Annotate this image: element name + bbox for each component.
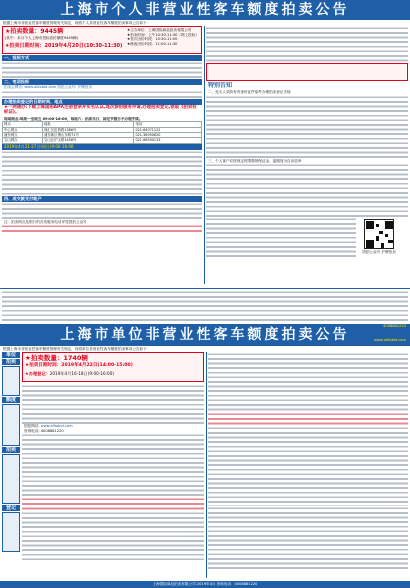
unit-footer: 上海国际商品拍卖有限公司 2019年4月 咨询电话：4008881220 xyxy=(0,581,410,588)
unit-notice-warning xyxy=(208,412,408,426)
unit-auction-time-label: ★拍卖日期时间： xyxy=(25,363,62,368)
rules-warning xyxy=(206,63,408,81)
intro-line: ★主办单位：上海国际商品拍卖有限公司 xyxy=(127,28,192,32)
unit-site-tag[interactable]: www.alltobid.com xyxy=(374,338,406,342)
unit-title-band xyxy=(0,324,410,346)
table-row: 中心网点 徐汇区虹桥路1386号 021-64071122 xyxy=(3,127,202,132)
personal-left-column xyxy=(2,26,202,286)
rules-text xyxy=(206,26,408,62)
personal-title-band xyxy=(0,0,410,20)
side-label: 登记 xyxy=(2,505,20,511)
unit-notice-text-3 xyxy=(208,506,408,572)
unit-reg-value: 2019年4月16-18日(9:00-16:00) xyxy=(49,371,115,376)
registration-period: 2019年4月21-27日(周日)9:00-16:00 xyxy=(2,144,202,150)
notice-line: 三、个人客户应按规定时限缴纳保证金，逾期视为自动放弃 xyxy=(208,158,302,163)
bid-method-text xyxy=(2,61,202,79)
unit-right-column xyxy=(208,352,408,580)
pay-account-text xyxy=(2,202,202,220)
unit-notice-text-2 xyxy=(208,426,408,506)
bid-method-header: 一、投标方式 xyxy=(2,55,202,61)
unit-quota-box xyxy=(22,352,204,382)
unit-intro: 根据上海市非营业性客车额度管理有关规定，现将单位非营业性客车额度拍卖事项公告如下： xyxy=(3,347,151,351)
side-label: 额度 xyxy=(2,397,20,403)
intro-line: ★修改出价时段：11:00-11:30 xyxy=(127,41,178,46)
phone-bid-text xyxy=(2,90,202,99)
quota-value: 9445辆 xyxy=(40,28,64,35)
quota-label: ★拍卖数量： xyxy=(5,28,41,35)
side-label: 拍卖 xyxy=(2,447,20,453)
personal-title: 上海市个人非营业性客车额度拍卖公告 xyxy=(60,2,350,18)
quota-warning: (其中：本月个人上海市投标竞价额度9445辆) xyxy=(5,36,79,40)
reg-time-header: 办理拍卖登记的日期时间、地点 xyxy=(2,99,202,105)
unit-auction-time-value: 2019年4月22日(14:00-15:00) xyxy=(61,363,133,368)
side-label: 单位 xyxy=(2,352,20,358)
unit-reg-label: ★办理登记： xyxy=(25,371,50,376)
unit-quota-label: ★拍卖数量： xyxy=(25,354,64,362)
reg-detail-text xyxy=(2,150,202,196)
side-label: 拍卖 xyxy=(2,359,20,365)
table-row: 宝山网点 宝山区沪太路1458号 021-66590133 xyxy=(3,138,202,143)
personal-bottom-notes xyxy=(2,290,408,322)
intro-line: ★首次出价时段：10:30-11:00 xyxy=(127,37,178,42)
unit-mid-column xyxy=(22,352,204,580)
personal-right-column xyxy=(206,26,408,286)
notice-text-3 xyxy=(206,217,356,257)
bank-note: 注：拍卖网点及银行的各类服务电话详见国拍公众号 xyxy=(4,219,87,224)
unit-title: 上海市单位非营业性客车额度拍卖公告 xyxy=(60,327,350,343)
unit-rules-text-3 xyxy=(22,511,204,561)
unit-rules-text-2 xyxy=(22,433,204,497)
notice-text-1 xyxy=(206,95,408,159)
app-notice: ★一网通办:下载上海国拍APP,注册登录并实名认证,逐次参拍服务申请,办理拍卖登记,领取《拍卖投标证》。 xyxy=(4,104,197,116)
phone-bid-header: 二、电话投标 xyxy=(2,79,202,85)
unit-phone-tag: 4008881220 xyxy=(383,324,406,328)
unit-notice-text-1 xyxy=(208,352,408,412)
personal-intro: 根据上海市非营业性客车额度管理有关规定，现将个人非营业性客车额度拍卖事项公告如下： xyxy=(3,21,151,25)
unit-rules-text-1 xyxy=(22,384,204,424)
pay-warning-text xyxy=(2,224,202,233)
notice-text-2 xyxy=(206,163,408,217)
qr-code[interactable] xyxy=(364,219,394,249)
unit-web-line[interactable]: 国拍网站: www.alltobid.com xyxy=(24,424,73,428)
table-row: 网点 地址 电话 xyxy=(3,122,202,127)
website-line[interactable]: 拍卖会网站: www.alltobid.com 国拍公众号: 沪牌拍卖 xyxy=(4,85,92,89)
intro-line: ★拍卖时间：上午10:30-11:30（网上投标） xyxy=(127,32,199,37)
unit-quota-value: 1740辆 xyxy=(63,354,88,362)
service-table xyxy=(2,121,202,144)
auction-time-value: 2019年4月20日(10:30-11:30) xyxy=(44,43,123,49)
hours-line: 现场网点:每周一至周五 09:00-16:00，每周六：拍卖当日、国定节假日不办理手续。 xyxy=(4,116,143,121)
unit-side-labels xyxy=(2,352,20,580)
notice-line: 二、竞买人须持有效身份证件原件办理拍卖登记手续 xyxy=(208,90,291,94)
pay-account-header: 四、成交款支付帐户 xyxy=(2,196,202,202)
quota-box xyxy=(2,26,202,54)
unit-phone-line: 咨询电话: 4008881220 xyxy=(24,428,64,433)
qr-caption: 国拍公众号 沪牌拍卖 xyxy=(362,250,396,255)
auction-time-label: ★拍卖日期时间： xyxy=(5,43,45,49)
table-row: 浦东网点 浦东新区博山东路71号 021-38950620 xyxy=(3,133,202,138)
special-notice-header: 特别告知 xyxy=(206,82,408,90)
unit-rules-warning xyxy=(22,497,204,511)
